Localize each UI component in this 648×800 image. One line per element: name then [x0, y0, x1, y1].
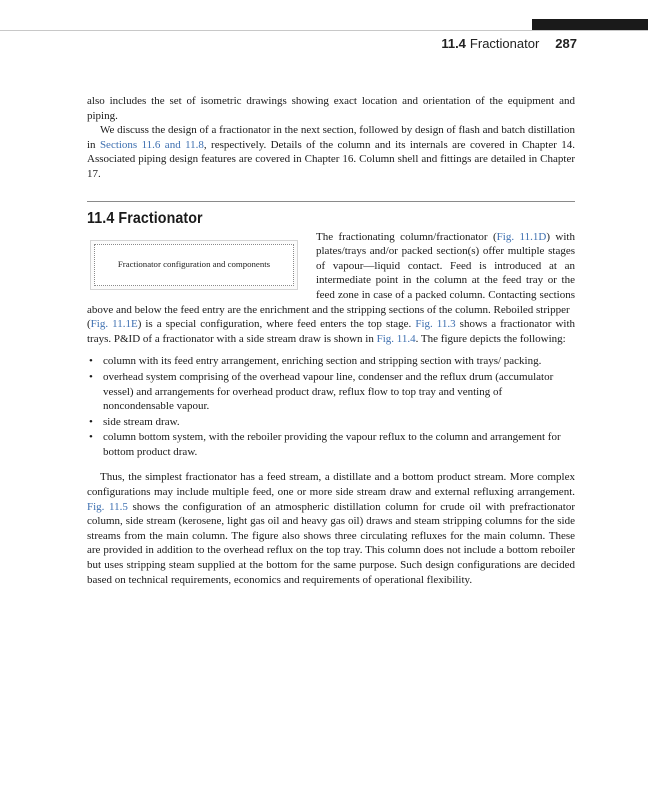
figure-caption: Fractionator configuration and components: [117, 258, 271, 269]
link-fig-11-1e[interactable]: Fig. 11.1E: [90, 318, 138, 331]
bullet-icon: •: [89, 415, 93, 428]
bullet-icon: •: [89, 431, 93, 444]
link-fig-11-3[interactable]: Fig. 11.3: [415, 318, 456, 331]
section-heading: 11.4 Fractionator: [87, 209, 203, 227]
page-number: 287: [555, 36, 577, 51]
bullet-icon: •: [89, 370, 93, 383]
figure-placeholder: [90, 240, 298, 290]
bullet-icon: •: [89, 355, 93, 368]
list-item: • side stream draw.: [89, 415, 180, 428]
header-section-title: Fractionator: [469, 36, 540, 51]
section-divider: [87, 201, 575, 202]
link-sections-11-6-11-8[interactable]: Sections 11.6 and 11.8: [99, 138, 204, 151]
section-paragraph-2: (Fig. 11.1E) is a special configuration, where feed enters the top stage. Fig. 11.3 shows a fractionator with trays. P&ID of a fractionator with a side stream draw is shown in Fig. 11.4. The figure depicts the following:: [87, 318, 575, 345]
page-body: [87, 94, 575, 587]
link-fig-11-5[interactable]: Fig. 11.5: [87, 500, 128, 513]
section-paragraph-1: The fractionating column/fractionator (Fig. 11.1D Fractionator configuration and components ) with plates/trays and/or packed section(s) offer multiple stages of vapour—liquid contact. Feed is introduced at an intermediate point in the column at the feed tray or the feed zone in case of a packed column. Contacting sections above and below the feed entry are the enrichment and the stripping sections of the column. Reboiled stripper: [87, 230, 575, 316]
section-paragraph-3: Thus, the simplest fractionator has a feed stream, a distillate and a bottom product stream. More complex configurations may include multiple feed, one or more side stream draw and external refluxing arrangement. Fig. 11.5 shows the configuration of an atmospheric distillation column for crude oil with prefractionator column, side stream (kerosene, light gas oil and heavy gas oil) draws and steam stripping columns for the side streams from the main column. The figure also shows three circulating refluxes for the main column. These are provided in addition to the overhead reflux on the top tray. This column does not include a bottom reboiler but uses stripping steam supplied at the bottom for the same purpose. Such design configurations are decided based on technical requirements, economics and requirements of operational flexibility.: [87, 471, 575, 586]
link-fig-11-1d[interactable]: Fig. 11.1D: [496, 230, 547, 243]
running-header: [441, 36, 577, 51]
header-section-number: 11.4: [441, 36, 466, 51]
intro-paragraph-1: also includes the set of isometric drawings showing exact location and orientation of the equipment and piping.: [87, 95, 575, 122]
list-item: • overhead system comprising of the overhead vapour line, condenser and the reflux drum (accumulator vessel) and arrangements for overhead product draw, reflux flow to top tray and venting of noncondensable vapour.: [89, 370, 554, 413]
header-rule: [0, 30, 648, 31]
list-item: • column with its feed entry arrangement, enriching section and stripping section with trays/ packing.: [89, 355, 542, 368]
link-fig-11-4[interactable]: Fig. 11.4: [376, 332, 416, 345]
list-item: • column bottom system, with the reboiler providing the vapour reflux to the column and arrangement for bottom product draw.: [89, 431, 561, 458]
intro-paragraph-2: We discuss the design of a fractionator in the next section, followed by design of flash and batch distillation in Sections 11.6 and 11.8, respectively. Details of the column and its internals are covered in Chapter 14. Associated piping design features are covered in Chapter 16. Column shell and fittings are detailed in Chapter 17.: [87, 124, 576, 180]
figure-feature-list: [87, 354, 575, 459]
